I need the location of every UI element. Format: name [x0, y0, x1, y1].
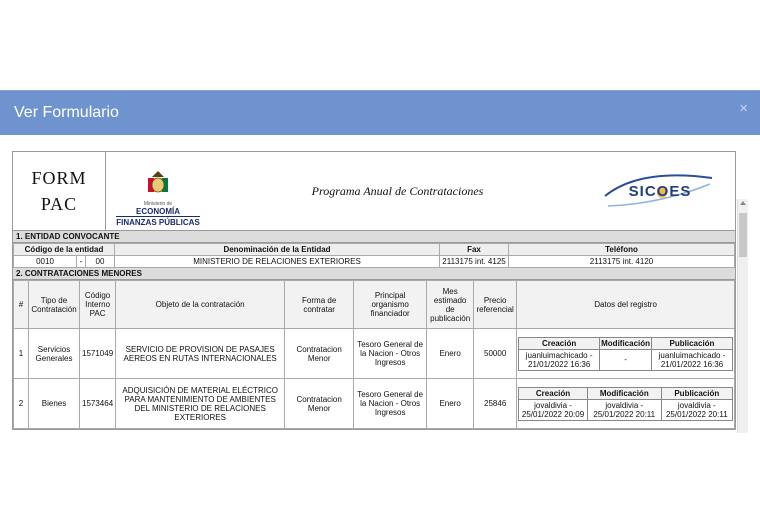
row-tipo: Bienes — [29, 379, 80, 429]
ministry-economia: ECONOMÍA — [136, 207, 180, 216]
reg-creacion: juanluimachicado - 21/01/2022 16:36 — [519, 349, 600, 370]
program-title: Programa Anual de Contrataciones — [311, 183, 484, 198]
row-organismo: Tesoro General de la Nacion - Otros Ingresos — [354, 329, 427, 379]
form-header — [13, 152, 735, 231]
ver-formulario-modal — [0, 90, 760, 433]
reg-creacion-header: Creación — [519, 387, 588, 399]
section1-title: 1. ENTIDAD CONVOCANTE — [13, 231, 735, 243]
modal-title: Ver Formulario — [14, 104, 119, 121]
entity-code-sep: - — [77, 256, 86, 268]
table-row — [14, 379, 735, 429]
col-num: # — [14, 281, 29, 329]
contrataciones-table — [13, 280, 735, 429]
form-code-line1: FORM — [31, 168, 87, 188]
registro-subtable — [518, 387, 733, 421]
coat-of-arms-icon — [145, 169, 171, 199]
row-registro — [517, 379, 735, 429]
scroll-up-icon[interactable] — [740, 201, 746, 205]
col-codigo-entidad: Código de la entidad — [14, 244, 115, 256]
row-num: 1 — [14, 329, 29, 379]
row-precio: 25846 — [474, 379, 517, 429]
sicoes-brand: SICOES — [628, 182, 692, 200]
entity-code-b: 00 — [86, 256, 115, 268]
col-fax: Fax — [440, 244, 509, 256]
row-codigo: 1571049 — [80, 329, 116, 379]
row-forma: Contratacion Menor — [285, 329, 354, 379]
row-objeto: SERVICIO DE PROVISION DE PASAJES AEREOS EN RUTAS INTERNACIONALES — [116, 329, 285, 379]
col-precio: Precio referencial — [474, 281, 517, 329]
reg-modificacion-header: Modificación — [587, 387, 661, 399]
reg-modificacion: jovaldivia - 25/01/2022 20:11 — [587, 399, 661, 420]
col-codigo: Código Interno PAC — [80, 281, 116, 329]
col-registro: Datos del registro — [517, 281, 735, 329]
row-codigo: 1573464 — [80, 379, 116, 429]
reg-publicacion-header: Publicación — [652, 337, 733, 349]
entity-fax: 2113175 int. 4125 — [440, 256, 509, 268]
row-precio: 50000 — [474, 329, 517, 379]
form-code-line2: PAC — [40, 194, 78, 214]
table-row — [14, 329, 735, 379]
reg-creacion-header: Creación — [519, 337, 600, 349]
entity-table — [13, 243, 735, 268]
ministry-small: Ministerio de — [143, 201, 173, 207]
reg-publicacion: jovaldivia - 25/01/2022 20:11 — [661, 399, 732, 420]
reg-publicacion-header: Publicación — [661, 387, 732, 399]
close-icon[interactable]: × — [739, 100, 748, 117]
col-tipo: Tipo de Contratación — [29, 281, 80, 329]
sicoes-logo — [585, 152, 735, 230]
form-code — [13, 152, 106, 230]
row-tipo: Servicios Generales — [29, 329, 80, 379]
reg-publicacion: juanluimachicado - 21/01/2022 16:36 — [652, 349, 733, 370]
ministry-finanzas: FINANZAS PÚBLICAS — [116, 218, 200, 227]
reg-modificacion-header: Modificación — [601, 338, 651, 348]
col-objeto: Objeto de la contratación — [116, 281, 285, 329]
entity-code-a: 0010 — [14, 256, 77, 268]
pac-form — [12, 151, 736, 430]
ministry-logo — [106, 152, 210, 230]
row-forma: Contratacion Menor — [285, 379, 354, 429]
modal-header — [0, 91, 760, 135]
row-organismo: Tesoro General de la Nacion - Otros Ingresos — [354, 379, 427, 429]
row-mes: Enero — [427, 379, 474, 429]
entity-phone: 2113175 int. 4120 — [509, 256, 735, 268]
row-num: 2 — [14, 379, 29, 429]
vertical-scrollbar[interactable] — [737, 199, 748, 433]
scrollbar-thumb[interactable] — [739, 213, 747, 257]
reg-creacion: jovaldivia - 25/01/2022 20:09 — [519, 399, 588, 420]
col-forma: Forma de contratar — [285, 281, 354, 329]
col-mes: Mes estimado de publicación — [427, 281, 474, 329]
row-registro — [517, 329, 735, 379]
section2-title: 2. CONTRATACIONES MENORES — [13, 268, 735, 280]
col-organismo: Principal organismo financiador — [354, 281, 427, 329]
row-mes: Enero — [427, 329, 474, 379]
col-telefono: Teléfono — [509, 244, 735, 256]
modal-content — [0, 135, 760, 433]
entity-name: MINISTERIO DE RELACIONES EXTERIORES — [115, 256, 440, 268]
reg-modificacion: - — [600, 349, 652, 370]
col-denominacion: Denominación de la Entidad — [115, 244, 440, 256]
row-objeto: ADQUISICIÓN DE MATERIAL ELÉCTRICO PARA MANTENIMIENTO DE AMBIENTES DEL MINISTERIO DE RELACIONES EXTERIORES — [116, 379, 285, 429]
registro-subtable — [518, 337, 733, 371]
